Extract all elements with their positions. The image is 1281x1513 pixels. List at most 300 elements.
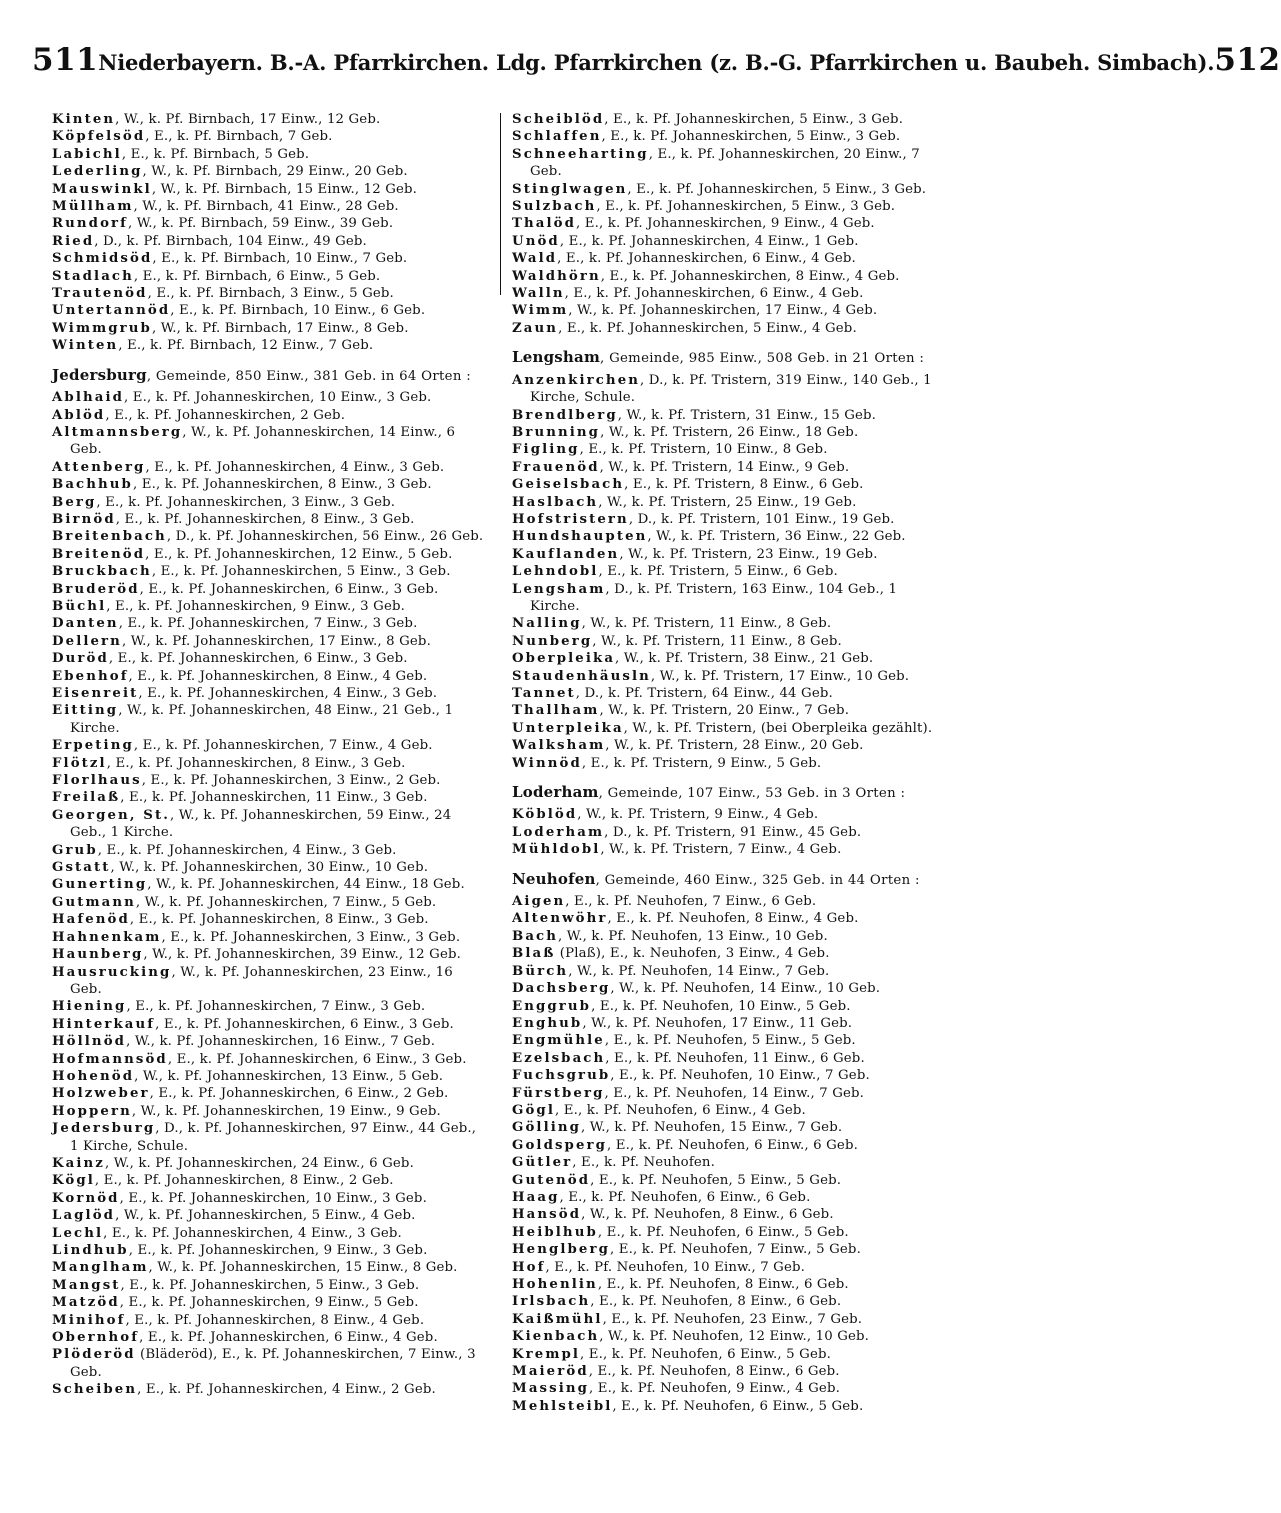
place-name: Kornöd (52, 1190, 120, 1206)
place-entry (52, 911, 488, 928)
place-entry (52, 494, 488, 511)
place-name: Florlhaus (52, 773, 142, 789)
place-entry (512, 1067, 950, 1084)
place-entry (52, 633, 488, 650)
place-entry (52, 1259, 488, 1276)
municipality-heading (512, 784, 950, 802)
place-name: Brunning (512, 424, 601, 440)
place-details: , E., k. Pf. Johanneskirchen, 6 Einw., 3 Geb. (108, 651, 408, 667)
place-name: Flötzl (52, 755, 107, 771)
place-entry (512, 128, 950, 145)
place-details: , W., k. Pf. Birnbach, 41 Einw., 28 Geb. (133, 199, 399, 215)
place-name: Jedersburg (52, 1121, 156, 1137)
place-name: Wimmgrub (52, 320, 152, 336)
place-entry (52, 1225, 488, 1242)
place-name: Wimm (512, 303, 569, 319)
place-entry (52, 476, 488, 493)
place-name: Stinglwagen (512, 181, 628, 197)
place-entry (512, 494, 950, 511)
municipality-summary: , Gemeinde, 850 Einw., 381 Geb. in 64 Orten : (146, 368, 471, 384)
place-details: , E., k. Pf. Johanneskirchen, 6 Einw., 4 Geb. (139, 1330, 438, 1346)
place-details: , D., k. Pf. Tristern, 163 Einw., 104 Geb., 1 Kirche. (530, 581, 898, 614)
place-name: Altenwöhr (512, 911, 608, 927)
place-details: , E., k. Pf. Neuhofen, 6 Einw., 5 Geb. (597, 1224, 849, 1240)
place-entry (52, 111, 488, 128)
place-name: Massing (512, 1381, 590, 1397)
place-details: , E., k. Pf. Neuhofen, 23 Einw., 7 Geb. (602, 1311, 863, 1327)
place-name: Enggrub (512, 998, 592, 1014)
place-entry (52, 389, 488, 406)
place-details: , E., k. Pf. Neuhofen, 10 Einw., 7 Geb. (610, 1068, 870, 1084)
place-entry (52, 842, 488, 859)
place-name: Kögl (52, 1173, 95, 1189)
place-entry (52, 1051, 488, 1068)
place-details: , E., k. Pf. Johanneskirchen, 8 Einw., 4 Geb. (128, 668, 428, 684)
place-details: (Plaß), E., k. Neuhofen, 3 Einw., 4 Geb. (555, 946, 830, 962)
place-details: , E., k. Pf. Neuhofen, 6 Einw., 5 Geb. (580, 1346, 831, 1362)
place-name: Lengsham (512, 581, 606, 597)
place-entry (52, 320, 488, 337)
place-details: , W., k. Pf. Johanneskirchen, 59 Einw., 24 Geb., 1 Kirche. (70, 807, 452, 841)
place-details: , E., k. Pf. Johanneskirchen, 4 Einw., 3 Geb. (138, 686, 438, 701)
place-name: Plöderöd (52, 1347, 136, 1363)
place-name: Dellern (52, 633, 122, 649)
place-details: , W., k. Pf. Tristern, 26 Einw., 18 Geb. (600, 424, 859, 440)
place-details: , E., k. Pf. Johanneskirchen, 4 Einw., 3 Geb. (145, 459, 445, 475)
place-details: , W., k. Pf. Johanneskirchen, 17 Einw., 8 Geb. (121, 633, 431, 649)
place-name: Walksham (512, 738, 606, 754)
place-entry (52, 894, 488, 911)
place-entry (512, 215, 950, 232)
place-details: , D., k. Pf. Tristern, 101 Einw., 19 Geb. (628, 511, 895, 527)
place-entry (52, 737, 488, 754)
right-column (512, 111, 950, 1493)
place-entry (52, 1277, 488, 1294)
place-name: Berg (52, 494, 97, 510)
place-details: , W., k. Pf. Tristern, 31 Einw., 15 Geb. (617, 407, 877, 423)
place-entry (512, 755, 950, 772)
place-entry (52, 215, 488, 232)
place-entry (512, 1380, 950, 1397)
municipality-name: Jedersburg (52, 365, 147, 384)
place-details: , E., k. Pf. Johanneskirchen, 4 Einw., 1 Geb. (559, 233, 859, 249)
place-name: Hansöd (512, 1207, 582, 1223)
place-name: Lehndobl (512, 564, 599, 580)
place-details: , E., k. Pf. Birnbach, 7 Geb. (145, 129, 333, 145)
place-entry (512, 407, 950, 424)
place-details: , E., k. Pf. Johanneskirchen, 7 Einw., 3 Geb. (118, 616, 418, 632)
place-name: Altmannsberg (52, 424, 183, 440)
place-details: , W., k. Pf. Johanneskirchen, 39 Einw., 12 Geb. (143, 947, 461, 963)
place-entry (512, 1085, 950, 1102)
place-entry (52, 285, 488, 302)
place-name: Labichl (52, 146, 122, 162)
place-entry (512, 702, 950, 719)
place-name: Kaißmühl (512, 1311, 603, 1327)
place-details: , E., k. Pf. Neuhofen, 11 Einw., 6 Geb. (605, 1050, 865, 1066)
place-entry (52, 546, 488, 563)
place-details: , E., k. Pf. Johanneskirchen, 8 Einw., 2 Geb. (94, 1173, 394, 1189)
place-entry (52, 407, 488, 424)
place-details: , D., k. Pf. Tristern, 64 Einw., 44 Geb. (575, 686, 833, 701)
place-entry (512, 824, 950, 841)
place-name: Hohenöd (52, 1068, 135, 1084)
place-name: Hiening (52, 999, 127, 1015)
place-details: , E., k. Pf. Birnbach, 5 Geb. (121, 146, 310, 162)
place-name: Duröd (52, 651, 109, 667)
place-details: , E., k. Pf. Johanneskirchen, 7 Einw., 3 Geb. (126, 999, 426, 1015)
place-entry (512, 1154, 950, 1171)
municipality-summary: , Gemeinde, 460 Einw., 325 Geb. in 44 Orten : (595, 872, 920, 888)
place-details: , W., k. Pf. Birnbach, 29 Einw., 20 Geb. (142, 164, 408, 180)
place-name: Gutmann (52, 894, 136, 910)
place-details: , W., k. Pf. Tristern, 11 Einw., 8 Geb. (581, 616, 832, 632)
place-entry (512, 1363, 950, 1380)
place-details: , E., k. Pf. Birnbach, 6 Einw., 5 Geb. (133, 268, 381, 284)
place-details: , E., k. Pf. Neuhofen, 7 Einw., 5 Geb. (610, 1242, 861, 1258)
place-name: Erpeting (52, 738, 134, 754)
place-entry (52, 1155, 488, 1172)
place-details: , W., k. Pf. Neuhofen, 8 Einw., 6 Geb. (581, 1207, 834, 1223)
place-details: , W., k. Pf. Johanneskirchen, 24 Einw., 6 Geb. (104, 1155, 414, 1171)
place-name: Mehlsteibl (512, 1398, 613, 1414)
place-name: Manglham (52, 1260, 149, 1276)
place-name: Scheiben (52, 1382, 138, 1398)
place-name: Schneeharting (512, 146, 649, 162)
place-entry (52, 615, 488, 632)
place-entry (52, 1085, 488, 1102)
place-entry (52, 598, 488, 615)
municipality-heading (512, 349, 950, 367)
place-name: Ablhaid (52, 390, 124, 406)
place-entry (512, 841, 950, 858)
place-entry (52, 807, 488, 842)
place-name: Höllnöd (52, 1034, 127, 1050)
place-entry (52, 876, 488, 893)
place-details: , E., k. Pf. Johanneskirchen, 6 Einw., 2 Geb. (149, 1086, 449, 1102)
place-details: , E., k. Pf. Johanneskirchen, 10 Einw., 3 Geb. (124, 390, 432, 406)
place-entry (512, 1189, 950, 1206)
place-details: , E., k. Pf. Johanneskirchen, 9 Einw., 3 Geb. (106, 598, 406, 614)
place-details: , W., k. Pf. Johanneskirchen, 23 Einw., 16 Geb. (70, 964, 453, 997)
place-entry (52, 859, 488, 876)
place-details: , W., k. Pf. Birnbach, 59 Einw., 39 Geb. (127, 216, 394, 232)
place-details: , W., k. Pf. Johanneskirchen, 17 Einw., 4 Geb. (568, 303, 878, 319)
place-details: , E., k. Pf. Neuhofen, 10 Einw., 7 Geb. (545, 1259, 806, 1275)
place-name: Breitenöd (52, 546, 146, 562)
place-name: Sulzbach (512, 199, 597, 215)
place-name: Hundshaupten (512, 529, 648, 545)
place-name: Lindhub (52, 1243, 129, 1258)
place-details: , E., k. Pf. Johanneskirchen, 8 Einw., 3 Geb. (106, 755, 406, 771)
place-name: Bruckbach (52, 564, 152, 580)
place-entry (512, 1259, 950, 1276)
place-entry (52, 528, 488, 545)
place-entry (52, 268, 488, 285)
place-entry (512, 928, 950, 945)
place-details: , E., k. Pf. Johanneskirchen, 4 Einw., 3 Geb. (103, 1225, 402, 1241)
place-details: , W., k. Pf. Birnbach, 15 Einw., 12 Geb. (151, 181, 418, 197)
place-entry (52, 1207, 488, 1224)
place-entry (512, 668, 950, 685)
place-details: , W., k. Pf. Johanneskirchen, 13 Einw., 5 Geb. (134, 1068, 444, 1084)
place-entry (52, 1172, 488, 1189)
place-name: Frauenöd (512, 459, 600, 475)
place-details: , W., k. Pf. Birnbach, 17 Einw., 8 Geb. (151, 320, 409, 336)
place-details: , W., k. Pf. Johanneskirchen, 15 Einw., 8 Geb. (148, 1260, 458, 1276)
place-details: , W., k. Pf. Tristern, 9 Einw., 4 Geb. (577, 807, 819, 823)
place-details: , E., k. Pf. Johanneskirchen, 8 Einw., 3 Geb. (115, 511, 415, 527)
place-name: Fürstberg (512, 1085, 605, 1101)
place-name: Obernhof (52, 1330, 140, 1346)
place-details: , E., k. Pf. Johanneskirchen, 7 Einw., 4 Geb. (133, 738, 433, 754)
place-details: , W., k. Pf. Tristern, 28 Einw., 20 Geb. (605, 738, 864, 754)
place-details: , E., k. Pf. Johanneskirchen, 5 Einw., 3 Geb. (596, 199, 896, 215)
place-name: Winten (52, 338, 119, 354)
place-details: , E., k. Pf. Johanneskirchen, 9 Einw., 3 Geb. (128, 1243, 428, 1258)
place-details: , W., k. Pf. Tristern, 17 Einw., 10 Geb. (650, 668, 910, 684)
place-entry (52, 233, 488, 250)
place-name: Unöd (512, 233, 560, 249)
page-title: Niederbayern. B.-A. Pfarrkirchen. Ldg. Pfarrkirchen (z. B.-G. Pfarrkirchen u. Baubeh. Simbach). (98, 50, 1215, 75)
place-entry (512, 476, 950, 493)
place-details: , E., k. Pf. Johanneskirchen, 3 Einw., 3 Geb. (161, 929, 461, 945)
place-details: , E., k. Pf. Johanneskirchen, 6 Einw., 4 Geb. (564, 286, 864, 302)
place-entry (512, 1293, 950, 1310)
place-details: , W., k. Pf. Tristern, 11 Einw., 8 Geb. (592, 633, 842, 649)
municipality-summary: , Gemeinde, 107 Einw., 53 Geb. in 3 Orten : (598, 786, 906, 802)
place-entry (52, 1312, 488, 1329)
place-name: Zaun (512, 320, 559, 336)
place-name: Hinterkauf (52, 1016, 156, 1032)
place-details: , E., k. Pf. Neuhofen. (572, 1155, 716, 1171)
place-details: , E., k. Pf. Neuhofen, 5 Einw., 5 Geb. (590, 1172, 842, 1188)
place-details: , E., k. Pf. Neuhofen, 6 Einw., 6 Geb. (607, 1137, 858, 1153)
place-name: Eisenreit (52, 686, 139, 701)
place-entry (512, 563, 950, 580)
column-divider (500, 113, 501, 295)
place-entry (512, 546, 950, 563)
place-name: Rundorf (52, 216, 128, 232)
place-details: , E., k. Pf. Johanneskirchen, 6 Einw., 3 Geb. (167, 1051, 467, 1067)
place-name: Köpfelsöd (52, 129, 146, 145)
running-header (32, 42, 1281, 92)
place-name: Hohenlin (512, 1277, 598, 1292)
place-entry (512, 998, 950, 1015)
place-details: , W., k. Pf. Johanneskirchen, 16 Einw., 7 Geb. (126, 1034, 436, 1050)
place-details: , E., k. Pf. Neuhofen, 6 Einw., 5 Geb. (612, 1398, 864, 1414)
place-entry (512, 720, 950, 737)
place-entry (52, 250, 488, 267)
place-name: Haunberg (52, 947, 144, 963)
place-details: , E., k. Pf. Johanneskirchen, 6 Einw., 4 Geb. (557, 251, 856, 267)
place-entry (512, 459, 950, 476)
page-number-left: 511 (32, 42, 99, 78)
place-name: Bach (512, 928, 559, 944)
place-entry (512, 198, 950, 215)
place-name: Holzweber (52, 1086, 150, 1102)
place-entry (512, 372, 950, 407)
place-details: , W., k. Pf. Johanneskirchen, 19 Einw., 9 Geb. (131, 1103, 441, 1119)
place-details: , D., k. Pf. Tristern, 91 Einw., 45 Geb. (604, 824, 862, 840)
place-name: Kienbach (512, 1329, 600, 1345)
place-details: , E., k. Pf. Neuhofen, 7 Einw., 6 Geb. (565, 894, 817, 910)
place-name: Köblöd (512, 807, 578, 823)
place-name: Ebenhof (52, 668, 129, 684)
place-entry (512, 250, 950, 267)
place-details: , E., k. Pf. Johanneskirchen, 8 Einw., 3 Geb. (132, 477, 432, 493)
place-entry (52, 424, 488, 459)
place-name: Krempl (512, 1346, 581, 1362)
place-name: Loderham (512, 824, 605, 840)
place-details: , W., k. Pf. Tristern, 38 Einw., 21 Geb. (615, 651, 874, 667)
place-entry (512, 980, 950, 997)
place-name: Gunerting (52, 877, 148, 893)
place-entry (52, 146, 488, 163)
place-details: (Bläderöd), E., k. Pf. Johanneskirchen, 7 Einw., 3 Geb. (70, 1347, 476, 1380)
place-details: , E., k. Pf. Johanneskirchen, 3 Einw., 2 Geb. (141, 773, 441, 789)
place-entry (512, 1241, 950, 1258)
place-name: Thalöd (512, 216, 576, 232)
place-entry (512, 1206, 950, 1223)
place-entry (52, 459, 488, 476)
place-entry (52, 1033, 488, 1050)
place-name: Engmühle (512, 1033, 605, 1049)
place-entry (512, 1015, 950, 1032)
place-name: Irlsbach (512, 1294, 591, 1310)
place-name: Schmidsöd (52, 251, 153, 267)
place-name: Nalling (512, 616, 582, 632)
place-details: , W., k. Pf. Neuhofen, 15 Einw., 7 Geb. (581, 1120, 843, 1136)
place-entry (52, 946, 488, 963)
place-name: Hofstristern (512, 511, 629, 527)
place-entry (52, 998, 488, 1015)
place-name: Ried (52, 233, 95, 249)
municipality-name: Neuhofen (512, 869, 596, 888)
place-entry (512, 910, 950, 927)
place-details: , W., k. Pf. Neuhofen, 12 Einw., 10 Geb. (599, 1329, 870, 1345)
place-entry (52, 929, 488, 946)
place-entry (512, 1398, 950, 1415)
municipality-heading (52, 367, 488, 385)
place-entry (52, 1016, 488, 1033)
place-details: , E., k. Pf. Birnbach, 10 Einw., 7 Geb. (152, 251, 408, 267)
place-name: Hafenöd (52, 912, 130, 928)
place-name: Kauflanden (512, 546, 620, 562)
place-name: Schlaffen (512, 129, 602, 145)
place-details: , E., k. Pf. Neuhofen, 8 Einw., 6 Geb. (597, 1277, 849, 1292)
place-entry (52, 302, 488, 319)
place-entry (512, 806, 950, 823)
place-name: Mangst (52, 1277, 121, 1293)
place-entry (512, 233, 950, 250)
left-column (52, 111, 488, 1493)
place-entry (52, 650, 488, 667)
place-entry (512, 1276, 950, 1293)
place-details: , E., k. Pf. Johanneskirchen, 5 Einw., 4 Geb. (558, 320, 857, 336)
place-details: , E., k. Pf. Neuhofen, 8 Einw., 6 Geb. (588, 1364, 840, 1380)
place-name: Lederling (52, 164, 143, 180)
place-entry (512, 737, 950, 754)
place-name: Haag (512, 1189, 560, 1205)
place-entry (512, 1102, 950, 1119)
place-name: Gstatt (52, 860, 111, 876)
place-name: Kinten (52, 112, 116, 127)
place-name: Scheiblöd (512, 112, 605, 127)
place-name: Lechl (52, 1225, 104, 1241)
page-number-right: 512 (1214, 42, 1281, 78)
place-entry (512, 441, 950, 458)
place-name: Wald (512, 251, 558, 267)
place-entry (52, 964, 488, 999)
place-entry (52, 198, 488, 215)
place-name: Goldsperg (512, 1137, 608, 1153)
place-entry (52, 581, 488, 598)
place-name: Nunberg (512, 633, 593, 649)
place-details: , E., k. Pf. Johanneskirchen, 8 Einw., 3 Geb. (129, 912, 429, 928)
place-details: , E., k. Pf. Tristern, 5 Einw., 6 Geb. (598, 564, 838, 580)
place-entry (512, 181, 950, 198)
place-name: Georgen, St. (52, 807, 170, 823)
place-entry (512, 320, 950, 337)
place-entry (52, 163, 488, 180)
place-name: Mauswinkl (52, 181, 152, 197)
place-details: , E., k. Pf. Johanneskirchen, 5 Einw., 3 Geb. (601, 129, 901, 145)
municipality-name: Loderham (512, 783, 599, 802)
place-name: Fuchsgrub (512, 1068, 611, 1084)
place-entry (512, 615, 950, 632)
place-entry (52, 789, 488, 806)
place-name: Trautenöd (52, 286, 148, 302)
place-entry (52, 1381, 488, 1398)
place-name: Unterpleika (512, 720, 624, 736)
place-entry (512, 146, 950, 181)
place-details: , E., k. Pf. Johanneskirchen, 8 Einw., 4 Geb. (600, 268, 900, 284)
place-details: , E., k. Pf. Neuhofen, 8 Einw., 6 Geb. (590, 1294, 842, 1310)
place-details: , E., k. Pf. Neuhofen, 14 Einw., 7 Geb. (604, 1085, 865, 1101)
place-details: , E., k. Pf. Johanneskirchen, 20 Einw., 7 Geb. (530, 146, 920, 180)
place-entry (52, 563, 488, 580)
place-entry (52, 1103, 488, 1120)
place-entry (512, 685, 950, 702)
place-entry (52, 755, 488, 772)
place-entry (512, 633, 950, 650)
place-details: , W., k. Pf. Tristern, 23 Einw., 19 Geb. (619, 546, 878, 562)
place-name: Mühldobl (512, 842, 601, 858)
municipality-name: Lengsham (512, 348, 601, 367)
place-details: , E., k. Pf. Johanneskirchen, 9 Einw., 5 Geb. (119, 1295, 419, 1311)
place-entry (512, 945, 950, 962)
place-details: , E., k. Pf. Johanneskirchen, 10 Einw., 3 Geb. (119, 1190, 427, 1206)
place-name: Heiblhub (512, 1224, 598, 1240)
place-details: , E., k. Pf. Birnbach, 3 Einw., 5 Geb. (147, 286, 394, 302)
place-entry (52, 1294, 488, 1311)
place-entry (52, 702, 488, 737)
place-entry (512, 650, 950, 667)
place-details: , D., k. Pf. Johanneskirchen, 97 Einw., 44 Geb., 1 Kirche, Schule. (70, 1121, 477, 1154)
place-details: , E., k. Pf. Johanneskirchen, 6 Einw., 3 Geb. (155, 1016, 454, 1032)
place-entry (512, 1224, 950, 1241)
place-name: Hoppern (52, 1103, 132, 1119)
place-name: Grub (52, 842, 98, 858)
municipality-summary: , Gemeinde, 985 Einw., 508 Geb. in 21 Orten : (600, 351, 925, 367)
place-entry (512, 285, 950, 302)
place-entry (512, 111, 950, 128)
place-details: , E., k. Pf. Johanneskirchen, 6 Einw., 3 Geb. (139, 581, 439, 597)
place-name: Ablöd (52, 407, 106, 423)
place-details: , E., k. Pf. Johanneskirchen, 5 Einw., 3 Geb. (120, 1277, 420, 1293)
place-name: Enghub (512, 1015, 583, 1031)
